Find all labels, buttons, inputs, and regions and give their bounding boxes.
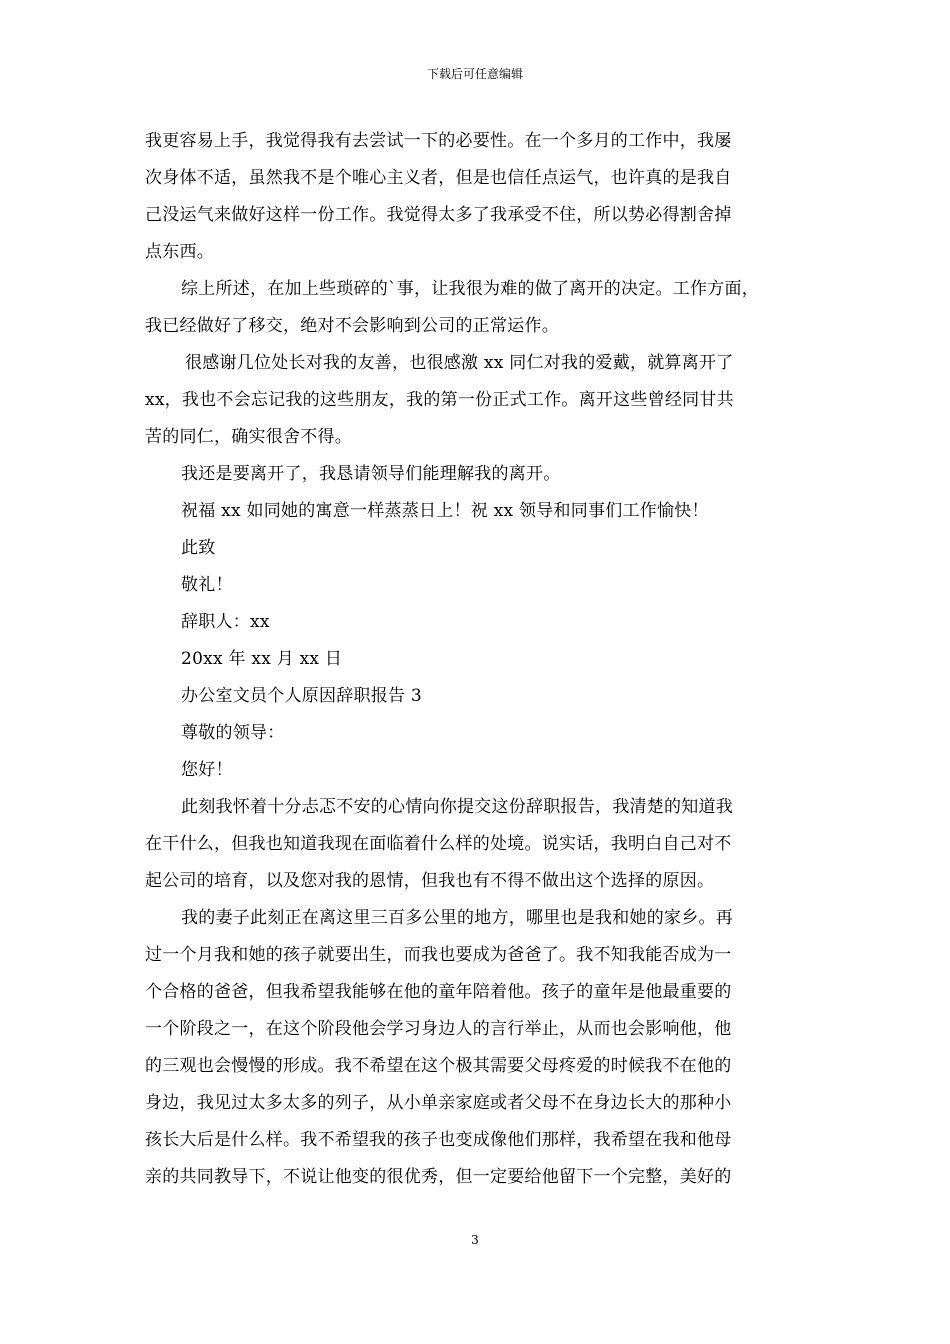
text-line: 起公司的培育，以及您对我的恩情，但我也有不得不做出这个选择的原因。 bbox=[145, 871, 715, 891]
text-line: 苦的同仁，确实很舍不得。 bbox=[145, 427, 352, 447]
closing-regards: 敬礼！ bbox=[181, 575, 233, 595]
date-line: 20xx 年 xx 月 xx 日 bbox=[181, 649, 343, 669]
text-line: 己没运气来做好这样一份工作。我觉得太多了我承受不住，所以势必得割舍掉 bbox=[145, 205, 732, 225]
document-body bbox=[145, 123, 815, 1196]
text-line: 亲的共同教导下，不说让他变的很优秀，但一定要给他留下一个完整，美好的 bbox=[145, 1167, 732, 1187]
paragraph-start: 综上所述，在加上些琐碎的`事，让我很为难的做了离开的决定。工作方面， bbox=[181, 279, 759, 299]
text-line: xx，我也不会忘记我的这些朋友，我的第一份正式工作。离开这些曾经同甘共 bbox=[145, 390, 734, 410]
text-line: 我已经做好了移交，绝对不会影响到公司的正常运作。 bbox=[145, 316, 559, 336]
text-line: 一个阶段之一，在这个阶段他会学习身边人的言行举止，从而也会影响他，他 bbox=[145, 1019, 732, 1039]
text-line: 个合格的爸爸，但我希望我能够在他的童年陪着他。孩子的童年是他最重要的 bbox=[145, 982, 732, 1002]
text-line: 过一个月我和她的孩子就要出生，而我也要成为爸爸了。我不知我能否成为一 bbox=[145, 945, 732, 965]
page-header: 下载后可任意编辑 bbox=[426, 67, 523, 81]
text-line: 的三观也会慢慢的形成。我不希望在这个极其需要父母疼爱的时候我不在他的 bbox=[145, 1056, 732, 1076]
paragraph-start: 此刻我怀着十分忐忑不安的心情向你提交这份辞职报告，我清楚的知道我 bbox=[181, 797, 733, 817]
text-line: 孩长大后是什么样。我不希望我的孩子也变成像他们那样，我希望在我和他母 bbox=[145, 1130, 732, 1150]
section-title: 办公室文员个人原因辞职报告 3 bbox=[181, 686, 422, 706]
text-line: 次身体不适，虽然我不是个唯心主义者，但是也信任点运气，也许真的是我自 bbox=[145, 168, 732, 188]
text-line: 点东西。 bbox=[145, 242, 214, 262]
page-number: 3 bbox=[471, 1233, 479, 1247]
text-line: 在干什么，但我也知道我现在面临着什么样的处境。说实话，我明白自己对不 bbox=[145, 834, 732, 854]
paragraph-start: 我还是要离开了，我恳请领导们能理解我的离开。 bbox=[181, 464, 561, 484]
text-line: 我更容易上手，我觉得我有去尝试一下的必要性。在一个多月的工作中，我屡 bbox=[145, 131, 732, 151]
text-line: 身边，我见过太多太多的列子，从小单亲家庭或者父母不在身边长大的那种小 bbox=[145, 1093, 732, 1113]
salutation: 尊敬的领导： bbox=[181, 723, 285, 743]
paragraph-start: 很感谢几位处长对我的友善，也很感激 xx 同仁对我的爱戴，就算离开了 bbox=[185, 353, 734, 373]
closing-salutation: 此致 bbox=[181, 538, 216, 558]
paragraph-start: 祝福 xx 如同她的寓意一样蒸蒸日上！祝 xx 领导和同事们工作愉快！ bbox=[181, 501, 709, 521]
greeting: 您好！ bbox=[181, 760, 233, 780]
paragraph-start: 我的妻子此刻正在离这里三百多公里的地方，哪里也是我和她的家乡。再 bbox=[181, 908, 733, 928]
signature-line: 辞职人：xx bbox=[181, 612, 270, 632]
